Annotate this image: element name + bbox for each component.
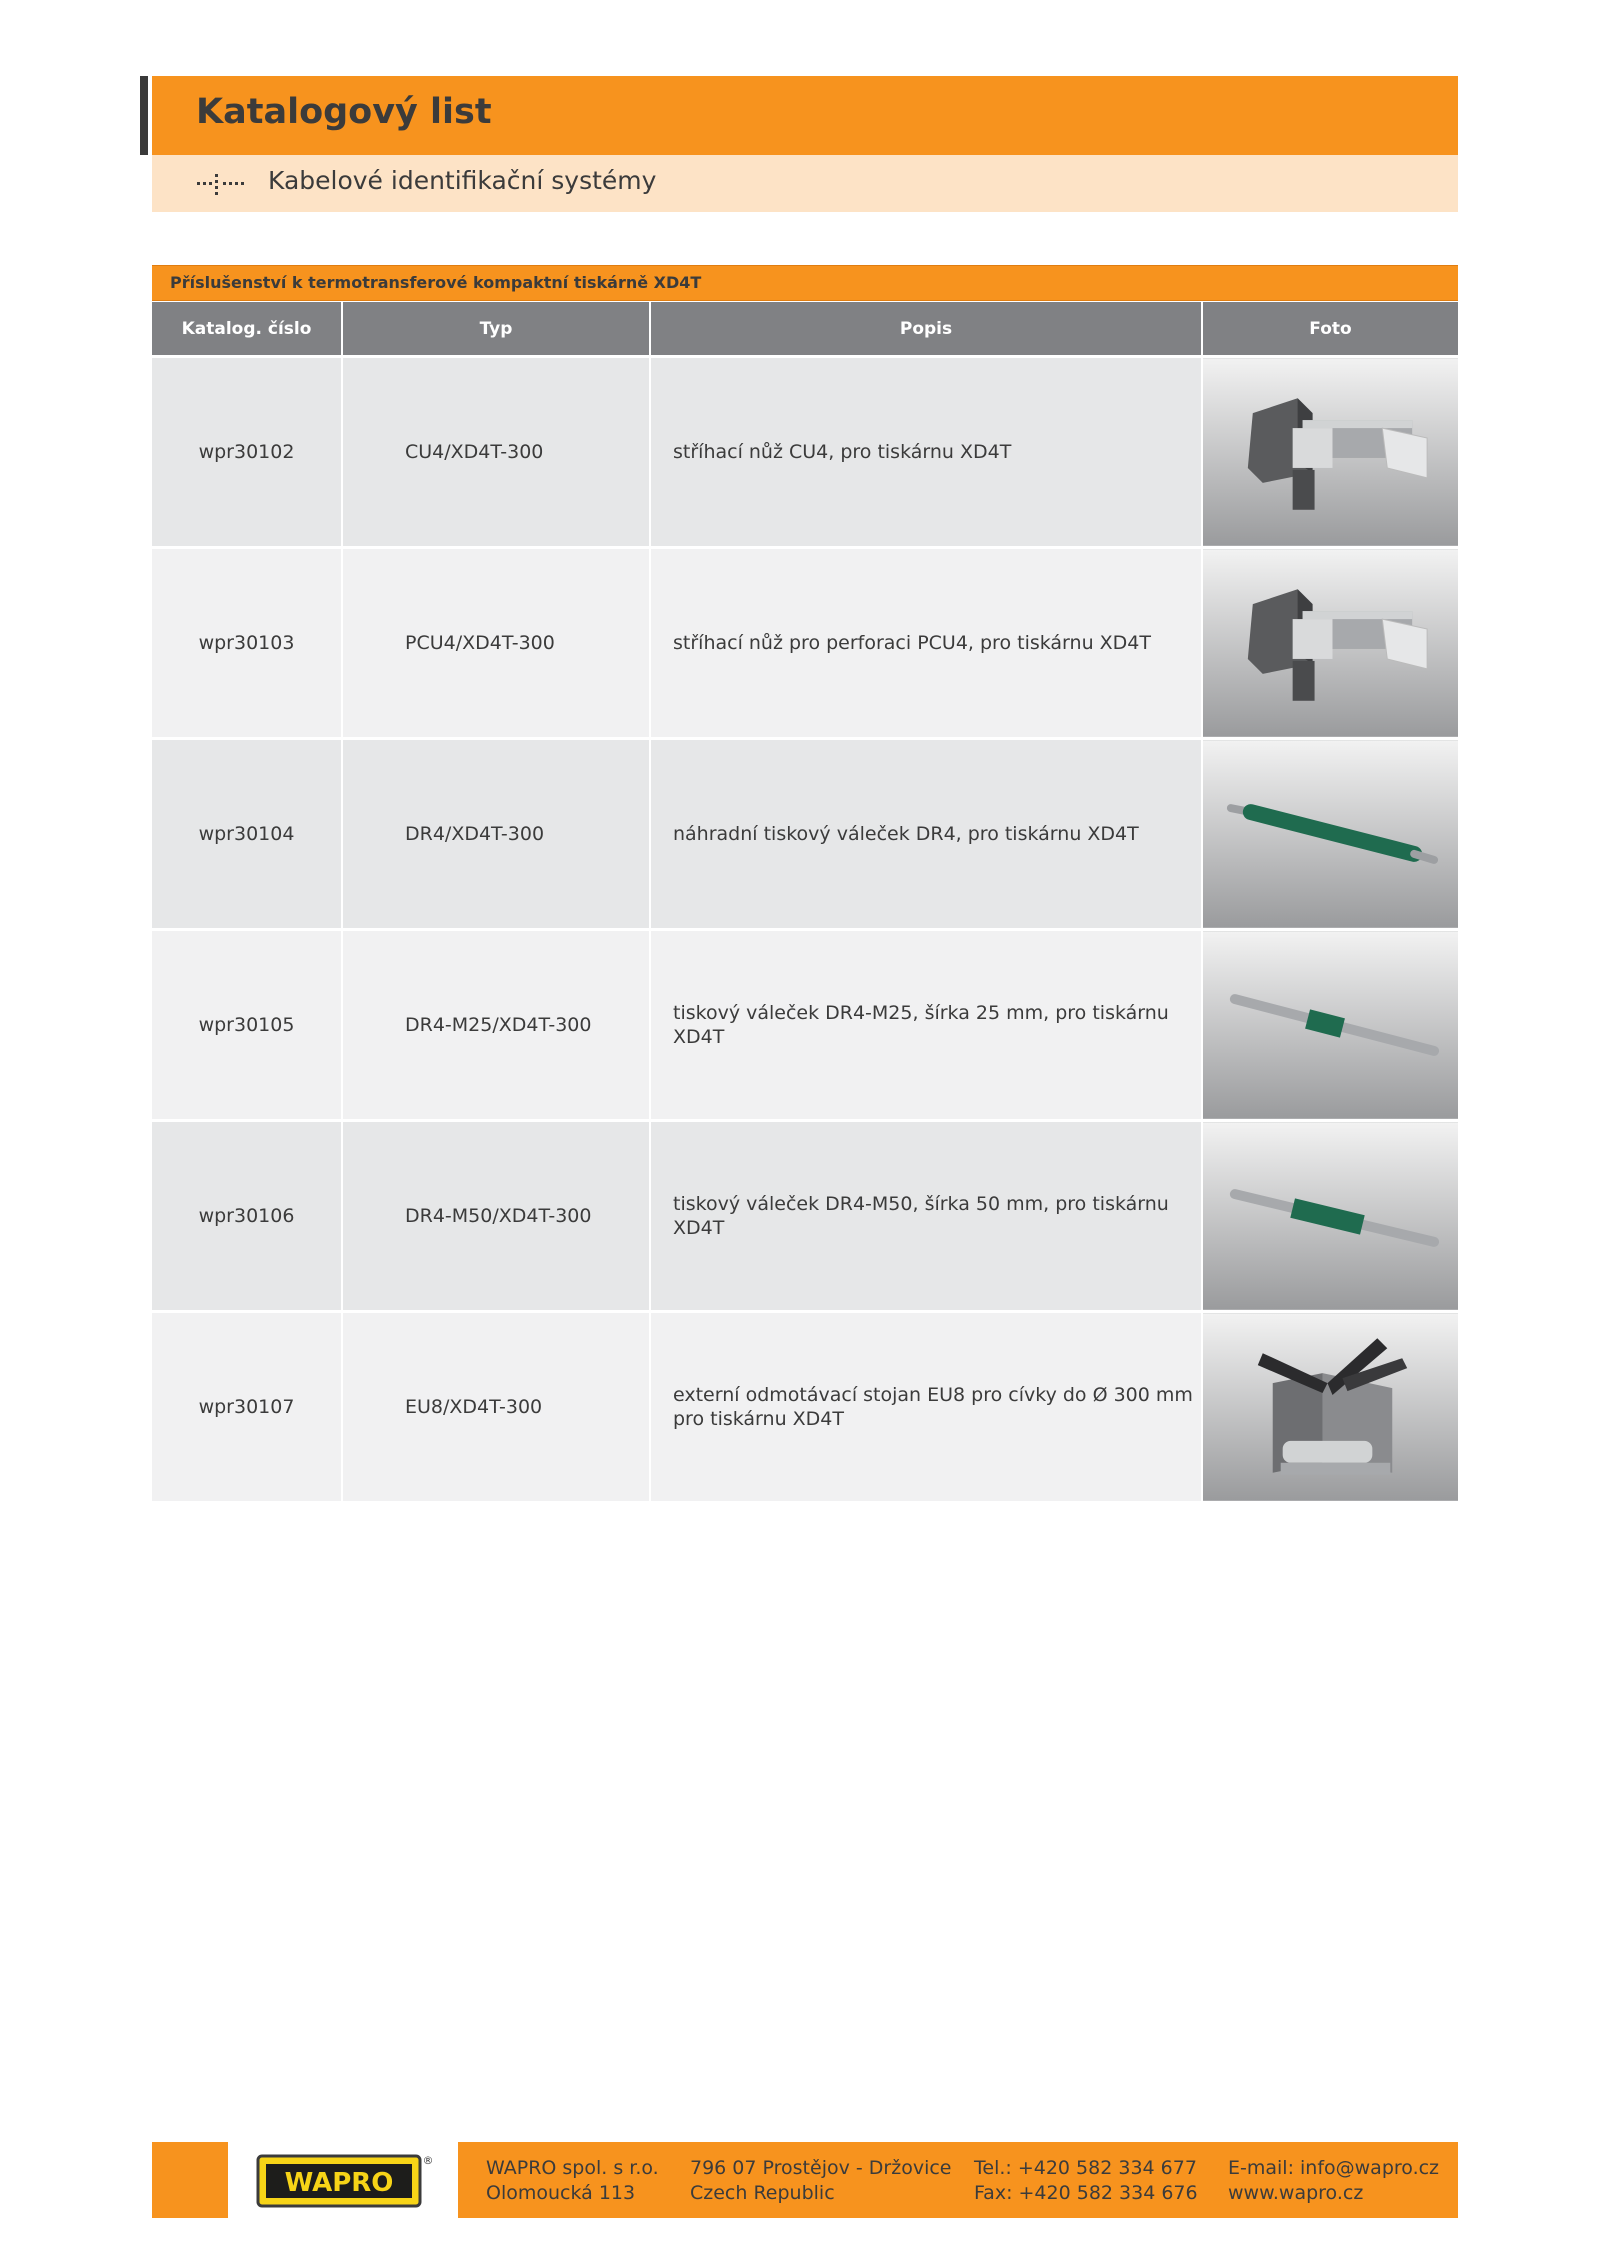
page-title: Katalogový list: [196, 92, 492, 132]
product-description: náhradní tiskový váleček DR4, pro tiskárnu XD4T: [650, 739, 1202, 930]
header-accent-bar: [140, 76, 148, 155]
svg-text:WAPRO: WAPRO: [284, 2168, 394, 2198]
table-row: [152, 930, 1458, 1121]
wapro-logo: [256, 2148, 436, 2214]
product-description: tiskový váleček DR4-M50, šírka 50 mm, pro tiskárnu XD4T: [650, 1121, 1202, 1312]
print-roller-image: [1203, 740, 1458, 928]
roller-50mm-image: [1203, 1122, 1458, 1310]
product-type: PCU4/XD4T-300: [342, 548, 650, 739]
product-type: DR4-M50/XD4T-300: [342, 1121, 650, 1312]
accessories-table: [152, 302, 1458, 1501]
column-header-type: Typ: [342, 302, 650, 357]
section-title: Příslušenství k termotransferové kompaktní tiskárně XD4T: [170, 273, 702, 292]
column-header-description: Popis: [650, 302, 1202, 357]
table-header-row: [152, 302, 1458, 357]
product-description: [650, 1312, 1202, 1502]
footer-country: Czech Republic: [690, 2182, 835, 2204]
footer-fax: Fax: +420 582 334 676: [974, 2182, 1198, 2204]
product-type: CU4/XD4T-300: [342, 357, 650, 548]
perforation-cutter-photo: [1202, 548, 1458, 739]
catalog-number: wpr30104: [152, 739, 342, 930]
column-header-photo: Foto: [1202, 302, 1458, 357]
footer-website: www.wapro.cz: [1228, 2182, 1364, 2204]
page-subtitle: Kabelové identifikační systémy: [268, 166, 657, 195]
footer-bar: [458, 2142, 1458, 2218]
product-description: tiskový váleček DR4-M25, šírka 25 mm, pro tiskárnu XD4T: [650, 930, 1202, 1121]
catalog-number: wpr30105: [152, 930, 342, 1121]
footer-street: Olomoucká 113: [486, 2182, 636, 2204]
roller-50mm-photo: [1202, 1121, 1458, 1312]
dotted-network-icon: [197, 171, 253, 197]
svg-text:®: ®: [422, 2154, 434, 2167]
product-type: DR4-M25/XD4T-300: [342, 930, 650, 1121]
print-roller-photo: [1202, 739, 1458, 930]
table-row: [152, 1121, 1458, 1312]
footer-company: WAPRO spol. s r.o.: [486, 2157, 659, 2179]
unwinder-stand-image: [1203, 1313, 1458, 1501]
perforation-cutter-image: [1203, 549, 1458, 737]
footer-accent-block: [152, 2142, 228, 2218]
product-type: DR4/XD4T-300: [342, 739, 650, 930]
table-row: [152, 1312, 1458, 1502]
description-line: pro tiskárnu XD4T: [673, 1408, 844, 1430]
product-type: EU8/XD4T-300: [342, 1312, 650, 1502]
catalog-number: wpr30102: [152, 357, 342, 548]
catalog-number: wpr30106: [152, 1121, 342, 1312]
roller-25mm-image: [1203, 931, 1458, 1119]
cutter-image: [1203, 358, 1458, 546]
footer-city: 796 07 Prostějov - Držovice: [690, 2157, 952, 2179]
column-header-catalog-number: Katalog. číslo: [152, 302, 342, 357]
product-description: stříhací nůž pro perforaci PCU4, pro tiskárnu XD4T: [650, 548, 1202, 739]
catalog-number: wpr30107: [152, 1312, 342, 1502]
table-row: [152, 739, 1458, 930]
catalog-number: wpr30103: [152, 548, 342, 739]
table-row: [152, 357, 1458, 548]
unwinder-stand-photo: [1202, 1312, 1458, 1502]
roller-25mm-photo: [1202, 930, 1458, 1121]
table-row: [152, 548, 1458, 739]
footer-tel: Tel.: +420 582 334 677: [974, 2157, 1197, 2179]
footer-email: E-mail: info@wapro.cz: [1228, 2157, 1440, 2179]
description-line: externí odmotávací stojan EU8 pro cívky do Ø 300 mm: [673, 1384, 1193, 1406]
cutter-photo: [1202, 357, 1458, 548]
product-description: stříhací nůž CU4, pro tiskárnu XD4T: [650, 357, 1202, 548]
